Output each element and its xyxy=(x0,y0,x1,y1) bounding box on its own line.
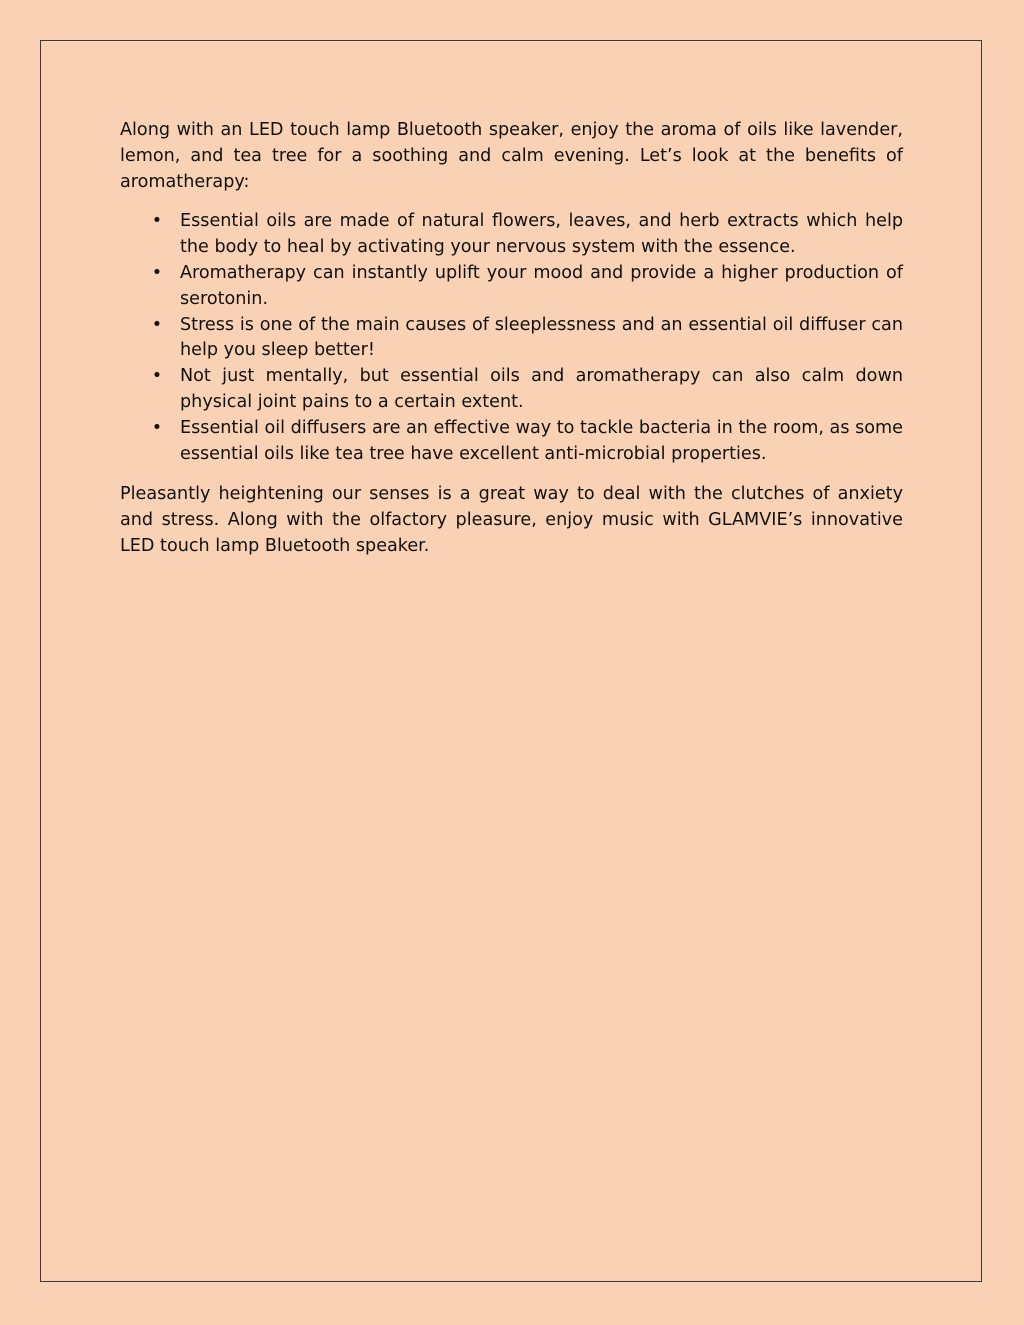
benefits-list xyxy=(120,209,903,467)
conclusion-paragraph: Pleasantly heightening our senses is a great way to deal with the clutches of anxiety and stress. Along with the olfactory pleasure, enjoy music with GLAMVIE’s innovative LED touch lamp Bluetooth speaker. xyxy=(120,484,903,556)
list-item-text: Aromatherapy can instantly uplift your mood and provide a higher production of serotonin. xyxy=(180,262,903,309)
list-item xyxy=(120,209,903,261)
list-item xyxy=(120,313,903,365)
list-item xyxy=(120,416,903,468)
bullet-icon: • xyxy=(151,366,163,387)
bullet-icon: • xyxy=(151,211,163,232)
intro-paragraph: Along with an LED touch lamp Bluetooth speaker, enjoy the aroma of oils like lavender, lemon, and tea tree for a soothing and calm evening. Let’s look at the benefits of aromatherapy: xyxy=(120,120,903,192)
list-item-text: Not just mentally, but essential oils and aromatherapy can also calm down physical joint pains to a certain extent. xyxy=(180,366,903,412)
bullet-icon: • xyxy=(151,262,163,283)
list-item xyxy=(120,364,903,416)
list-item-text: Stress is one of the main causes of sleeplessness and an essential oil diffuser can help you sleep better! xyxy=(180,314,903,361)
bullet-icon: • xyxy=(151,417,163,438)
list-item-text: Essential oils are made of natural flowers, leaves, and herb extracts which help the body to heal by activating your nervous system with the essence. xyxy=(180,211,903,258)
list-item xyxy=(120,261,903,313)
document-body xyxy=(120,118,903,560)
list-item-text: Essential oil diffusers are an effective way to tackle bacteria in the room, as some essential oils like tea tree have excellent anti-microbial properties. xyxy=(180,417,903,464)
bullet-icon: • xyxy=(151,314,163,335)
